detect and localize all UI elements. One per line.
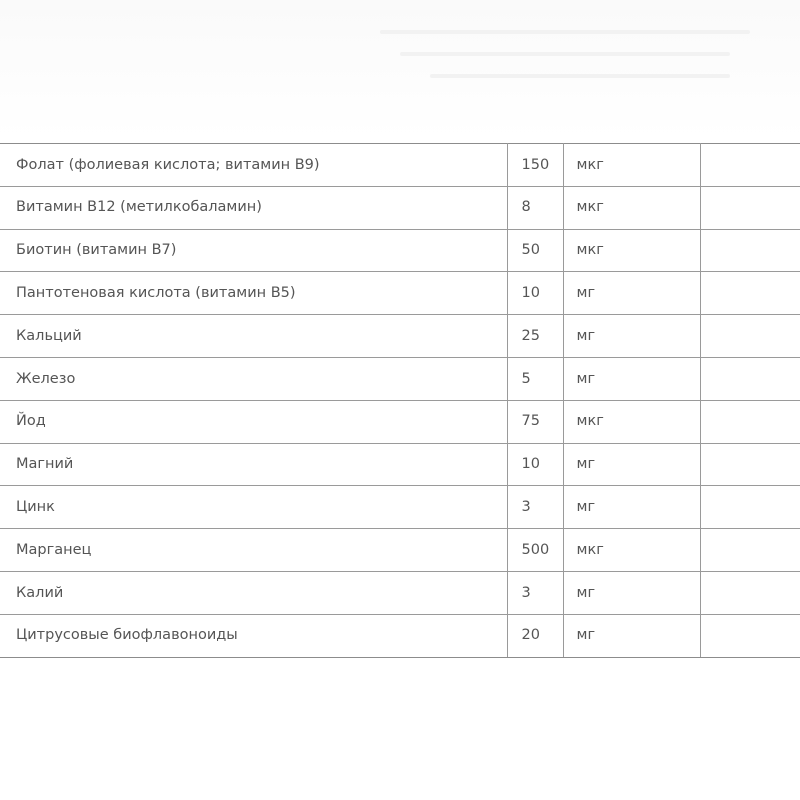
nutrient-name-cell: Фолат (фолиевая кислота; витамин B9) (0, 144, 507, 187)
table-row (0, 229, 800, 272)
amount-cell: 10 (507, 272, 563, 315)
unit-cell: мг (563, 315, 700, 358)
amount-cell: 20 (507, 614, 563, 657)
amount-cell: 75 (507, 400, 563, 443)
unit-cell: мкг (563, 186, 700, 229)
extra-cell (700, 529, 800, 572)
extra-cell (700, 486, 800, 529)
nutrient-name-cell: Биотин (витамин B7) (0, 229, 507, 272)
extra-cell (700, 315, 800, 358)
faded-text-line (430, 74, 730, 78)
unit-cell: мкг (563, 400, 700, 443)
faded-text-line (380, 30, 750, 34)
amount-cell: 3 (507, 486, 563, 529)
faded-header-area (0, 0, 800, 140)
unit-cell: мг (563, 614, 700, 657)
nutrient-name-cell: Марганец (0, 529, 507, 572)
extra-cell (700, 357, 800, 400)
faded-text-line (400, 52, 730, 56)
nutrient-name-cell: Пантотеновая кислота (витамин B5) (0, 272, 507, 315)
table-row (0, 144, 800, 187)
table-row (0, 486, 800, 529)
unit-cell: мг (563, 571, 700, 614)
amount-cell: 3 (507, 571, 563, 614)
amount-cell: 10 (507, 443, 563, 486)
nutrient-name-cell: Цитрусовые биофлавоноиды (0, 614, 507, 657)
amount-cell: 8 (507, 186, 563, 229)
amount-cell: 5 (507, 357, 563, 400)
nutrient-name-cell: Цинк (0, 486, 507, 529)
table-row (0, 571, 800, 614)
unit-cell: мкг (563, 229, 700, 272)
unit-cell: мг (563, 272, 700, 315)
table-row (0, 614, 800, 657)
unit-cell: мг (563, 486, 700, 529)
table-row (0, 315, 800, 358)
extra-cell (700, 144, 800, 187)
extra-cell (700, 400, 800, 443)
extra-cell (700, 443, 800, 486)
extra-cell (700, 272, 800, 315)
extra-cell (700, 186, 800, 229)
unit-cell: мкг (563, 144, 700, 187)
unit-cell: мг (563, 443, 700, 486)
nutrient-name-cell: Калий (0, 571, 507, 614)
nutrient-name-cell: Магний (0, 443, 507, 486)
table-body (0, 144, 800, 658)
table-row (0, 186, 800, 229)
extra-cell (700, 229, 800, 272)
table-row (0, 272, 800, 315)
table-row (0, 357, 800, 400)
nutrient-name-cell: Витамин B12 (метилкобаламин) (0, 186, 507, 229)
unit-cell: мг (563, 357, 700, 400)
amount-cell: 25 (507, 315, 563, 358)
nutrient-name-cell: Железо (0, 357, 507, 400)
table-row (0, 529, 800, 572)
extra-cell (700, 571, 800, 614)
extra-cell (700, 614, 800, 657)
unit-cell: мкг (563, 529, 700, 572)
table-row (0, 400, 800, 443)
nutrient-name-cell: Кальций (0, 315, 507, 358)
nutrient-name-cell: Йод (0, 400, 507, 443)
amount-cell: 150 (507, 144, 563, 187)
amount-cell: 50 (507, 229, 563, 272)
table-row (0, 443, 800, 486)
nutrient-table (0, 143, 800, 658)
amount-cell: 500 (507, 529, 563, 572)
